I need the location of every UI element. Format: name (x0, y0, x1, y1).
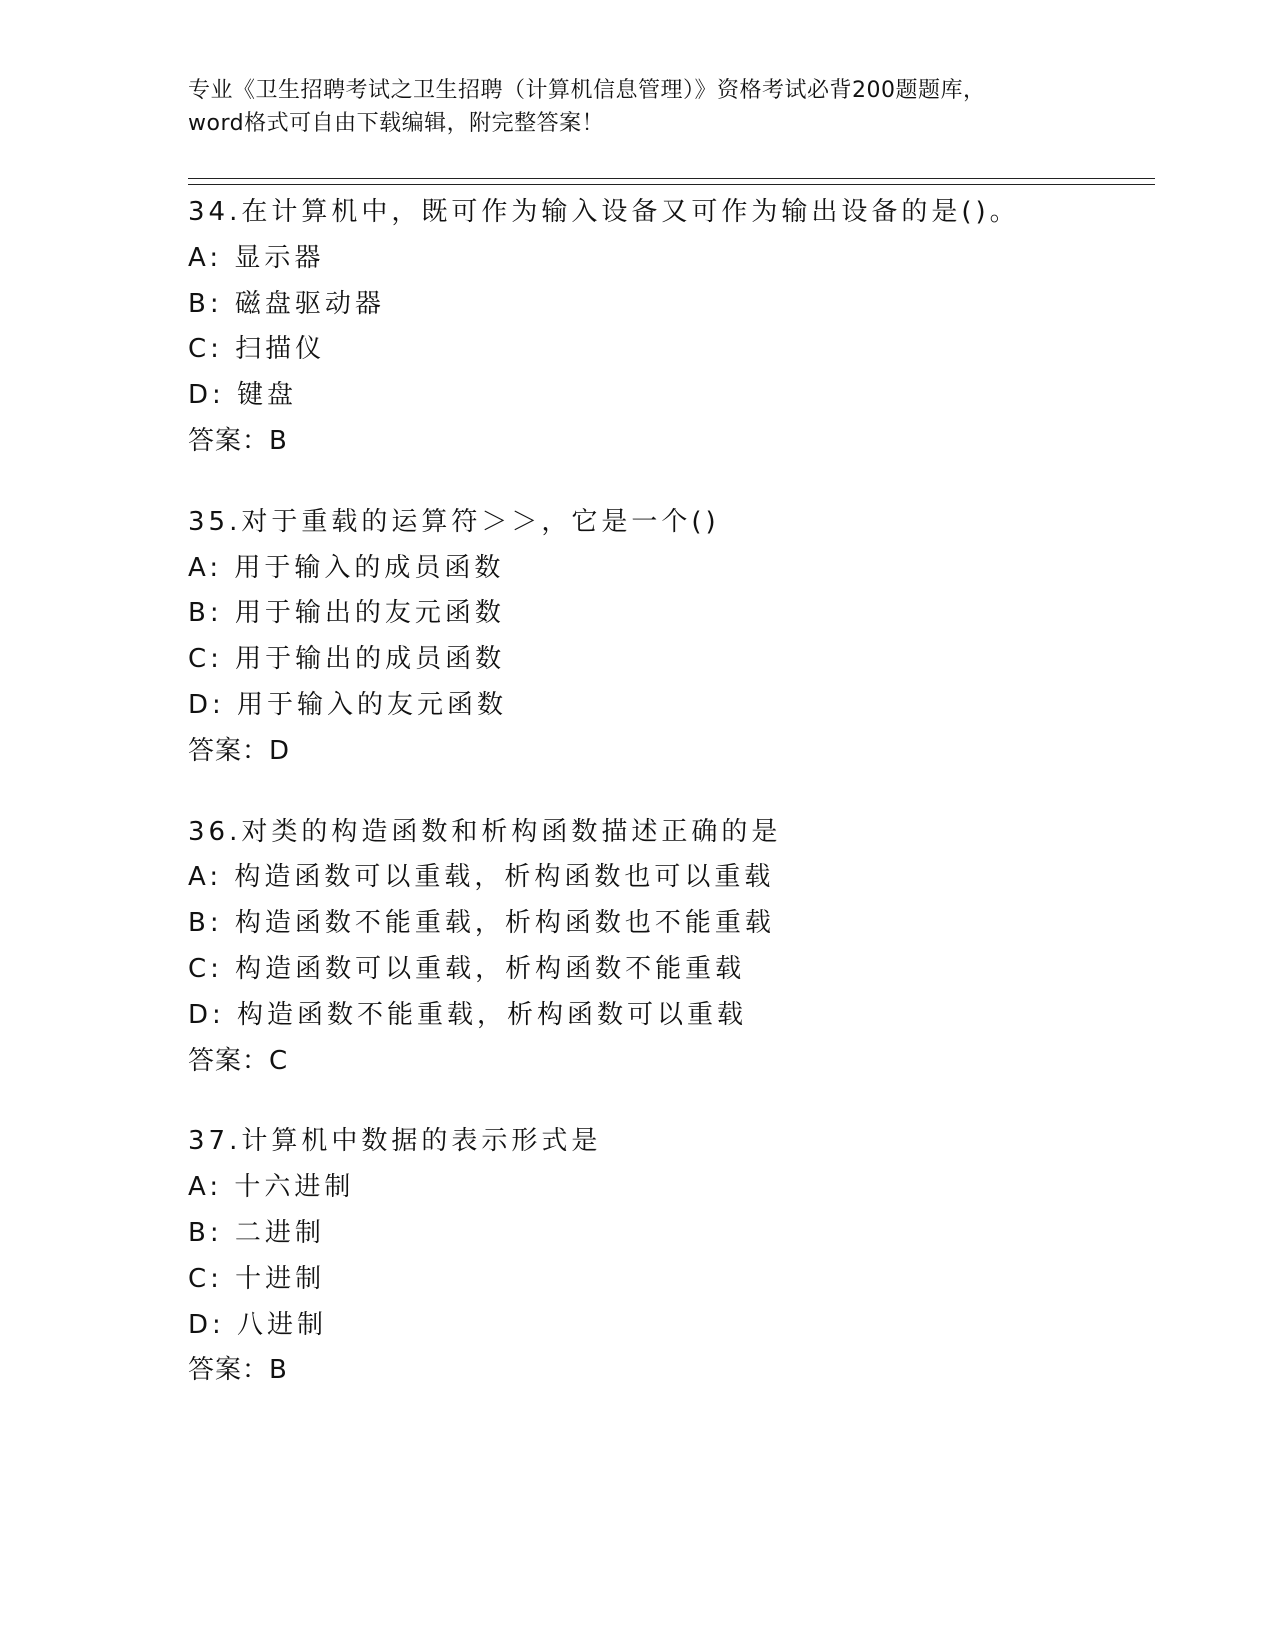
option-b: B: 磁盘驱动器 (188, 288, 385, 319)
option-b: B: 用于输出的友元函数 (188, 598, 505, 629)
question-36 (188, 810, 1148, 1085)
question-stem: 37.计算机中数据的表示形式是 (188, 1126, 602, 1157)
question-list (188, 190, 1148, 1429)
answer-label: 答案：D (188, 735, 291, 766)
answer-label: 答案：B (188, 425, 288, 456)
option-c: C: 十进制 (188, 1263, 326, 1294)
question-35 (188, 500, 1148, 775)
option-d: D: 八进制 (188, 1309, 328, 1340)
option-c: C: 用于输出的成员函数 (188, 644, 506, 675)
question-stem: 36.对类的构造函数和析构函数描述正确的是 (188, 816, 782, 847)
question-stem: 34.在计算机中，既可作为输入设备又可作为输出设备的是()。 (188, 197, 1020, 227)
option-d: D: 用于输入的友元函数 (188, 689, 508, 720)
header-line-1: 专业《卫生招聘考试之卫生招聘（计算机信息管理）》资格考试必背200题题库， (188, 78, 986, 103)
option-a: A: 十六进制 (188, 1172, 355, 1203)
option-d: D: 构造函数不能重载，析构函数可以重载 (188, 999, 748, 1030)
option-a: A: 构造函数可以重载，析构函数也可以重载 (188, 862, 775, 893)
question-stem: 35.对于重载的运算符＞＞，它是一个() (188, 506, 720, 537)
option-c: C: 扫描仪 (188, 334, 326, 365)
option-c: C: 构造函数可以重载，析构函数不能重载 (188, 953, 746, 984)
document-header (188, 74, 1088, 140)
header-line-2: word格式可自由下载编辑，附完整答案！ (188, 111, 605, 136)
header-divider-bottom (188, 184, 1155, 185)
option-a: A: 用于输入的成员函数 (188, 552, 505, 583)
answer-label: 答案：B (188, 1355, 288, 1386)
question-37 (188, 1119, 1148, 1394)
option-b: B: 构造函数不能重载，析构函数也不能重载 (188, 908, 775, 939)
option-d: D: 键盘 (188, 380, 298, 411)
answer-label: 答案：C (188, 1045, 289, 1076)
option-a: A: 显示器 (188, 242, 325, 273)
question-34 (188, 190, 1148, 465)
header-divider-top (188, 178, 1155, 179)
option-b: B: 二进制 (188, 1217, 325, 1248)
